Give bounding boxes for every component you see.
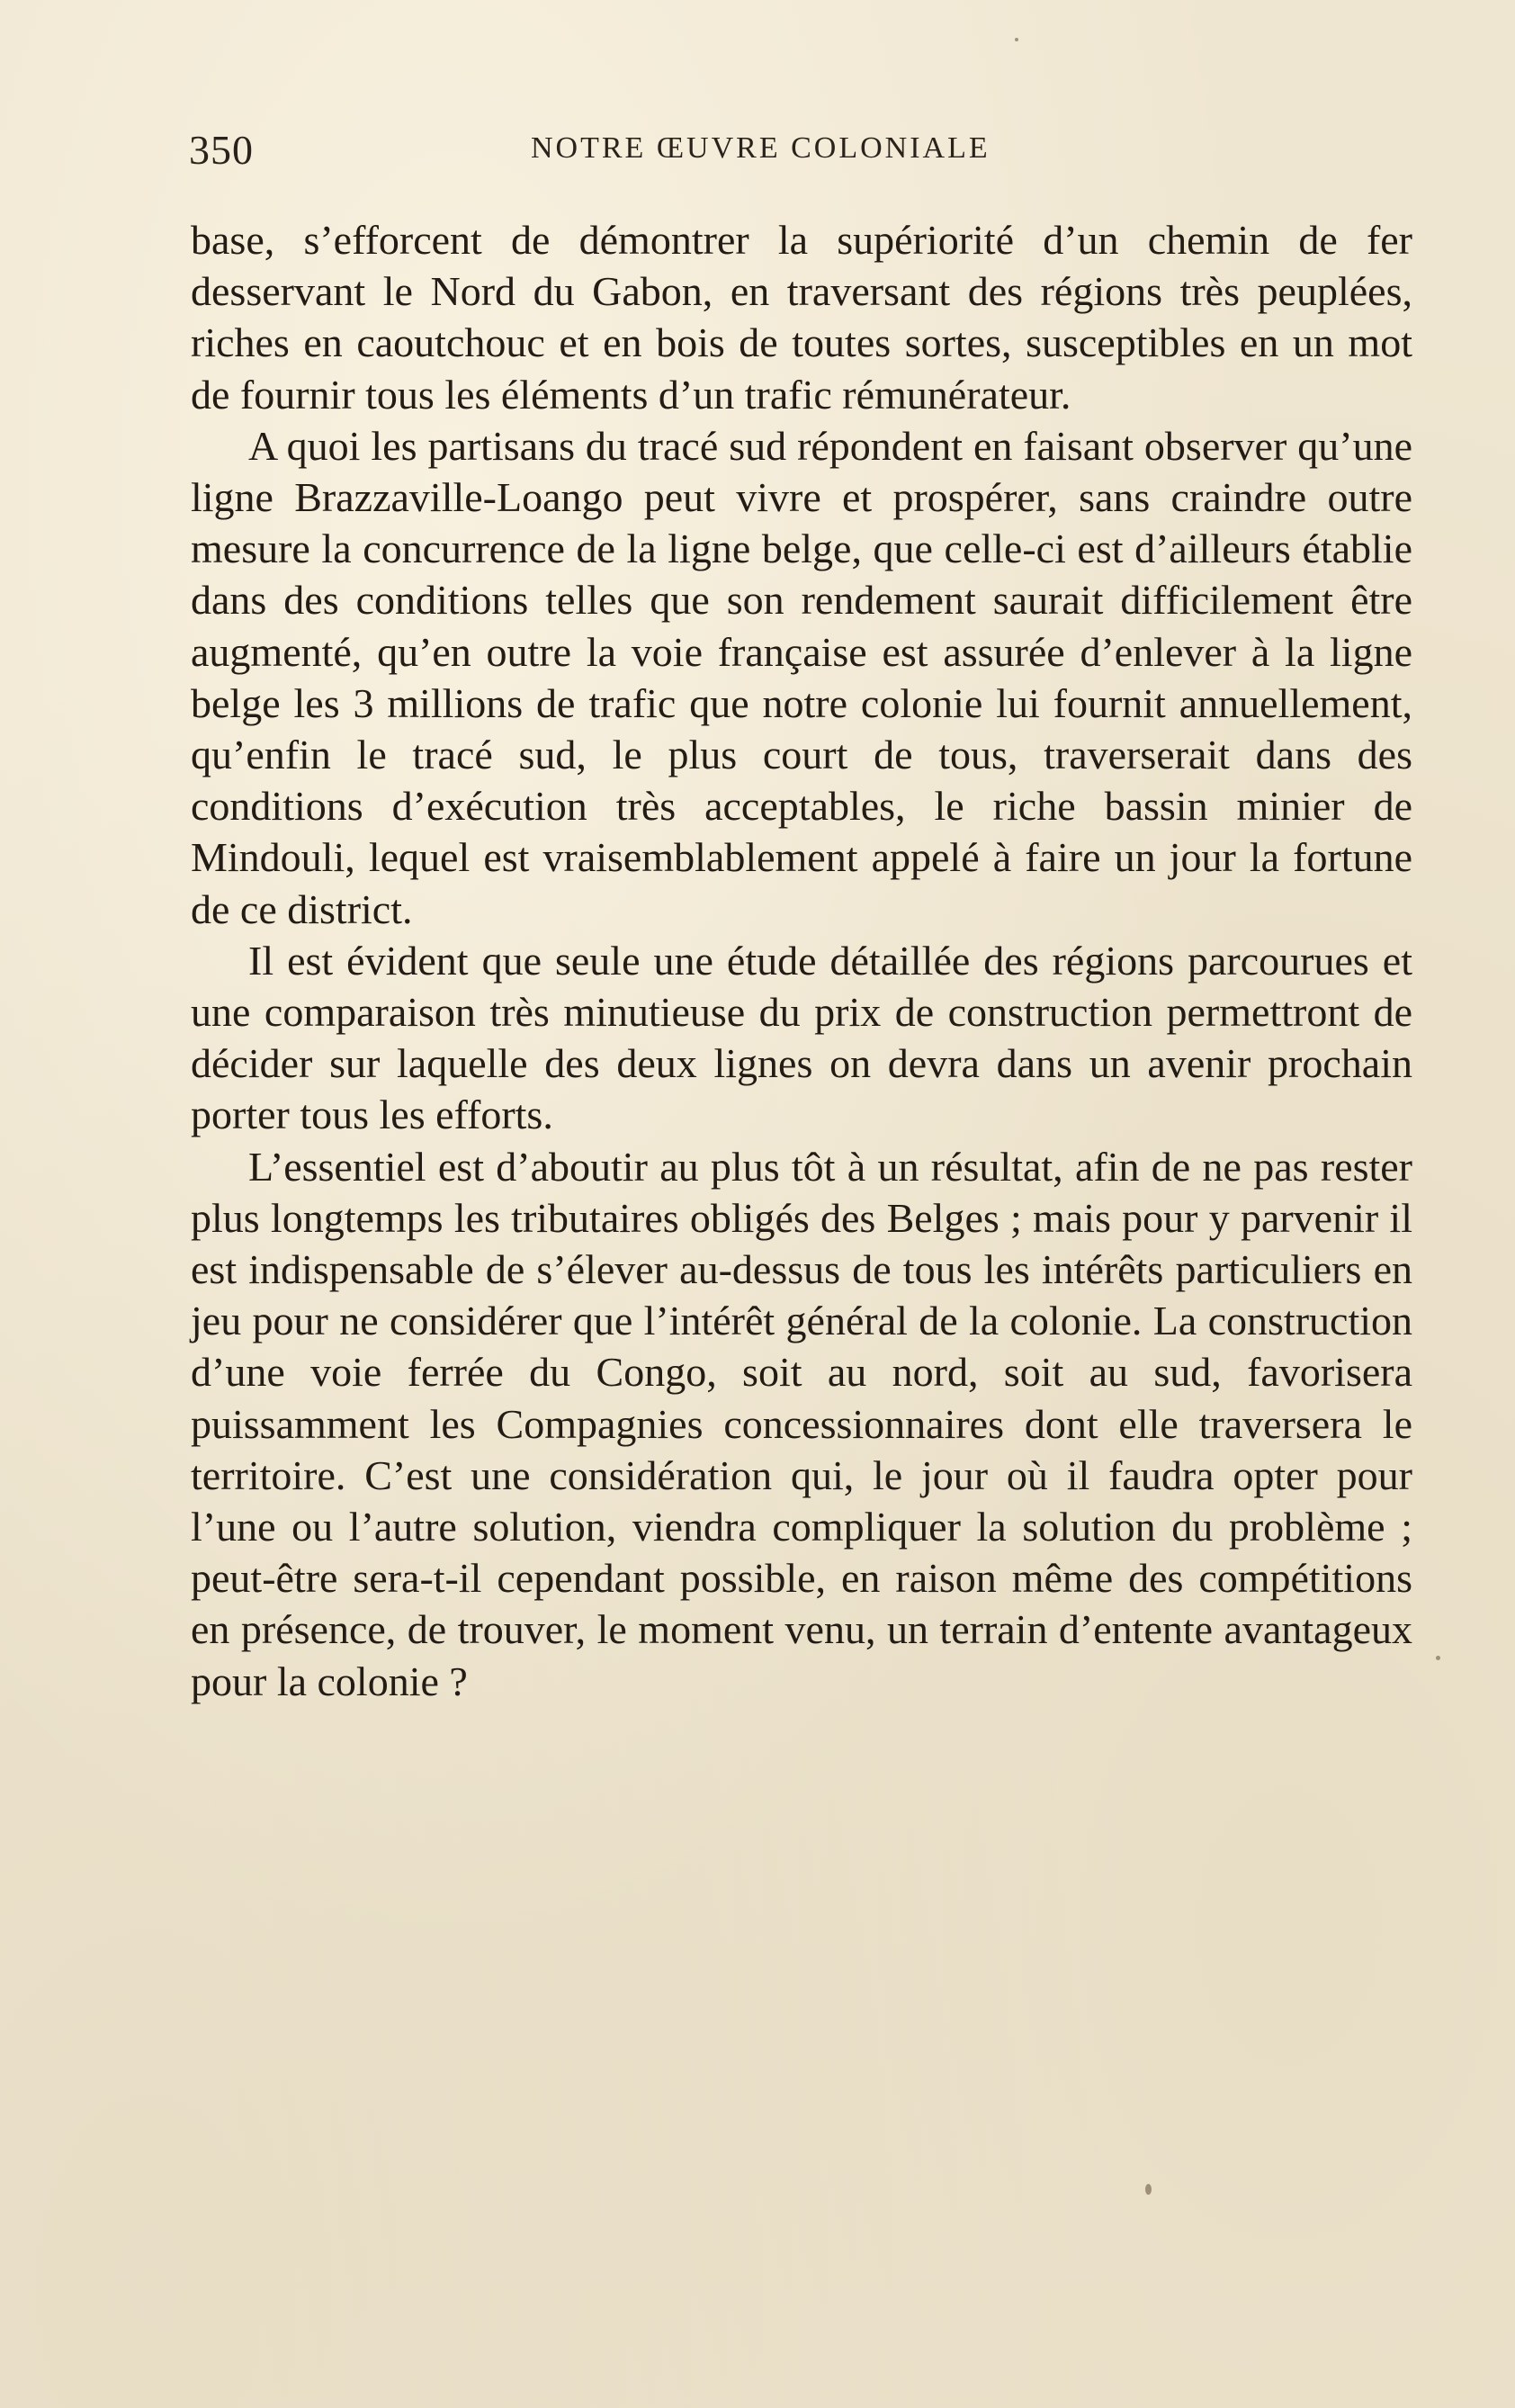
page-header — [189, 126, 1412, 180]
paragraph: Il est évident que seule une étude détaillée des régions parcourues et une comparaison très minutieuse du prix de construction permettront de décider sur laquelle des deux lignes on devra dans un avenir prochain porter tous les efforts. — [191, 937, 1412, 1138]
page-number: 350 — [189, 127, 254, 173]
paragraph: L’essentiel est d’aboutir au plus tôt à un résultat, afin de ne pas rester plus longtemps les tributaires obligés des Belges ; mais pour y parvenir il est indispensable de s’élever au-dessus de tous les intérêts particuliers en jeu pour ne considérer que l’intérêt général de la colonie. La construction d’une voie ferrée du Congo, soit au nord, soit au sud, favorisera puissamment les Compagnies concessionnaires dont elle traversera le territoire. C’est une considération qui, le jour où il faudra opter pour l’une ou l’autre solution, viendra compliquer la solution du problème ; peut-être sera-t-il cependant possible, en raison même des compétitions en présence, de trouver, le moment venu, un terrain d’entente avantageux pour la colonie ? — [191, 1143, 1412, 1704]
paragraph-continuation: base, s’efforcent de démontrer la supériorité d’un chemin de fer desservant le Nord du Gabon, en traversant des régions très peuplées, riches en caoutchouc et en bois de toutes sortes, susceptibles en un mot de fournir tous les éléments d’un trafic rémunérateur. — [191, 217, 1412, 418]
paper-speck — [1015, 38, 1018, 41]
paper-speck — [1145, 2184, 1152, 2195]
running-title: NOTRE ŒUVRE COLONIALE — [531, 131, 991, 165]
body-text — [191, 214, 1412, 1707]
paper-speck — [1436, 1656, 1440, 1660]
paragraph: A quoi les partisans du tracé sud répondent en faisant observer qu’une ligne Brazzaville-Loango peut vivre et prospérer, sans craindre outre mesure la concurrence de la ligne belge, que celle-ci est d’ailleurs établie dans des conditions telles que son rendement saurait difficilement être augmenté, qu’en outre la voie française est assurée d’enlever à la ligne belge les 3 millions de trafic que notre colonie lui fournit annuellement, qu’enfin le tracé sud, le plus court de tous, traverserait dans des conditions d’exécution très acceptables, le riche bassin minier de Mindouli, lequel est vraisemblablement appelé à faire un jour la fortune de ce district. — [191, 422, 1412, 932]
